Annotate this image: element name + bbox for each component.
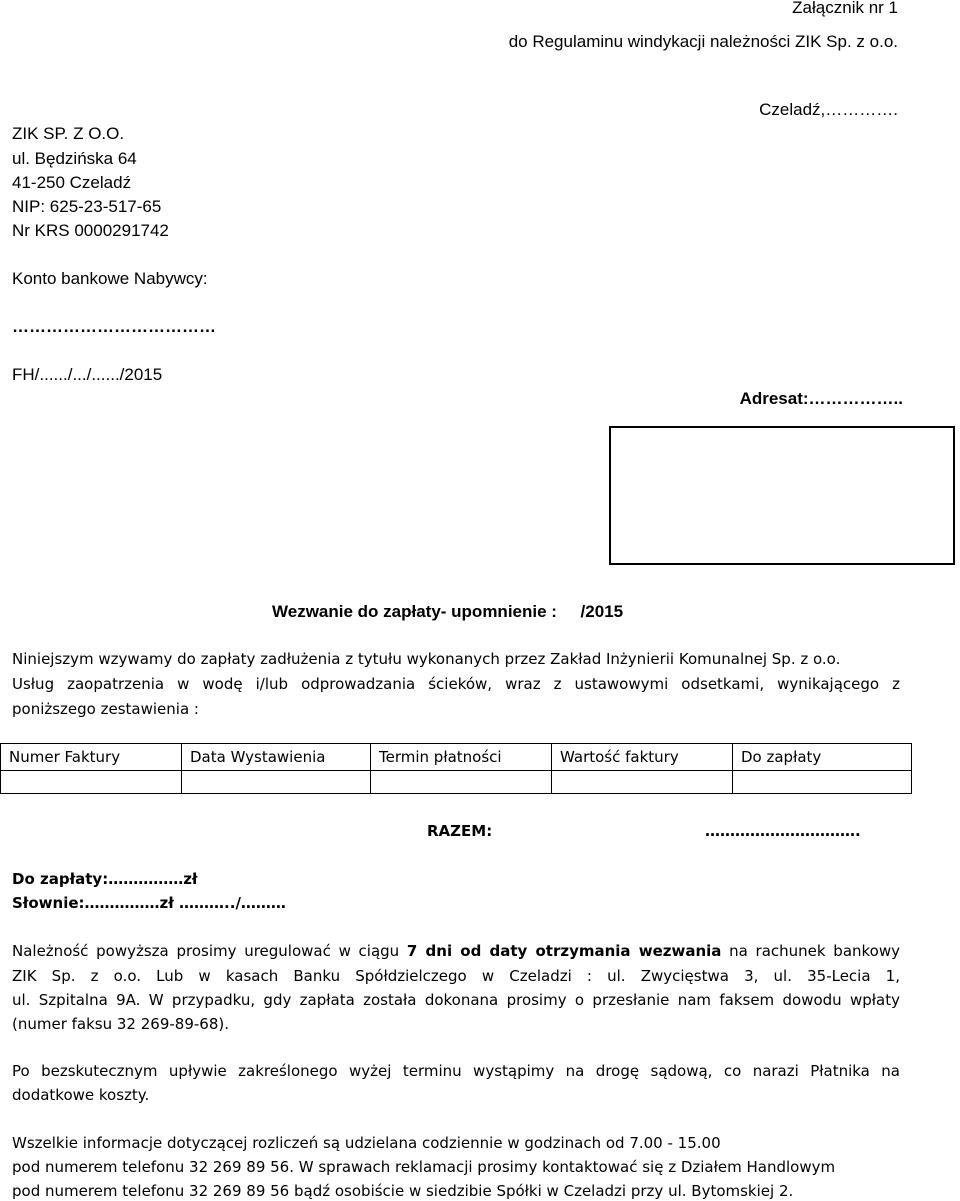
cell-invoice-value [552,771,733,794]
place-date: Czeladź,…………. [759,100,898,119]
court-line-2: dodatkowe koszty. [12,1086,150,1104]
intro-line-2: Usług zaopatrzenia w wodę i/lub odprowadzania ścieków, wraz z ustawowymi odsetkami, wynikającego z [12,675,900,693]
sender-krs: Nr KRS 0000291742 [12,221,169,240]
info-line-3: pod numerem telefonu 32 269 89 56 bądź osobiście w siedzibie Spółki w Czeladzi przy ul. Bytomskiej 2. [12,1182,794,1200]
total-value: …………………………. [705,822,861,840]
info-line-1: Wszelkie informacje dotyczącej rozliczeń są udzielana codziennie w godzinach od 7.00 - 15.00 [12,1134,721,1152]
intro-line-1: Niniejszym wzywamy do zapłaty zadłużenia z tytułu wykonanych przez Zakład Inżynierii Komunalnej Sp. z o.o. [12,650,841,668]
col-amount-due: Do zapłaty [733,744,912,771]
address-window-box [609,426,955,565]
table-row [1,771,912,794]
invoice-table-header [1,744,912,771]
document-reference: FH/....../.../....../2015 [12,365,163,384]
addressee-label: Adresat:…………….. [739,389,903,408]
payment-line-1 [12,941,900,961]
document-title: Wezwanie do zapłaty- upomnienie : /2015 [272,602,624,621]
payment-line-4: (numer faksu 32 269-89-68). [12,1015,229,1033]
payment-deadline: 7 dni od daty otrzymania wezwania [406,942,722,960]
bank-account-label: Konto bankowe Nabywcy: [12,269,208,288]
payment-line-3: ul. Szpitalna 9A. W przypadku, gdy zapłata została dokonana prosimy o przesłanie nam faksem dowodu wpłaty [12,991,900,1009]
amount-due: Do zapłaty:……………zł [12,870,198,888]
cell-payment-term [371,771,552,794]
col-invoice-value: Wartość faktury [552,744,733,771]
cell-amount-due [733,771,912,794]
payment-line-1-end: na rachunek bankowy [721,942,901,960]
info-line-2: pod numerem telefonu 32 269 89 56. W sprawach reklamacji prosimy kontaktować się z Działem Handlowym [12,1158,836,1176]
sender-street: ul. Będzińska 64 [12,149,137,168]
payment-line-1-start: Należność powyższa prosimy uregulować w ciągu [12,942,407,960]
total-label: RAZEM: [427,822,493,840]
invoice-table [0,743,912,794]
cell-invoice-number [1,771,182,794]
cell-issue-date [182,771,371,794]
sender-name: ZIK SP. Z O.O. [12,124,125,143]
court-line-1: Po bezskutecznym upływie zakreślonego wyżej terminu wystąpimy na drogę sądową, co narazi Płatnika na [12,1062,900,1080]
col-issue-date: Data Wystawienia [182,744,371,771]
payment-line-2: ZIK Sp. z o.o. Lub w kasach Banku Spółdzielczego w Czeladzi : ul. Zwycięstwa 3, ul. 35-Lecia 1, [12,967,900,985]
bank-account-value: ……………………………… [12,317,216,336]
attachment-number: Załącznik nr 1 [792,0,898,17]
sender-nip: NIP: 625-23-517-65 [12,197,162,216]
sender-city: 41-250 Czeladź [12,173,132,192]
intro-line-3: poniższego zestawienia : [12,700,199,718]
col-payment-term: Termin płatności [371,744,552,771]
amount-in-words: Słownie:……………zł ………../……… [12,894,286,912]
attachment-regulation: do Regulaminu windykacji należności ZIK Sp. z o.o. [508,32,898,51]
col-invoice-number: Numer Faktury [1,744,182,771]
